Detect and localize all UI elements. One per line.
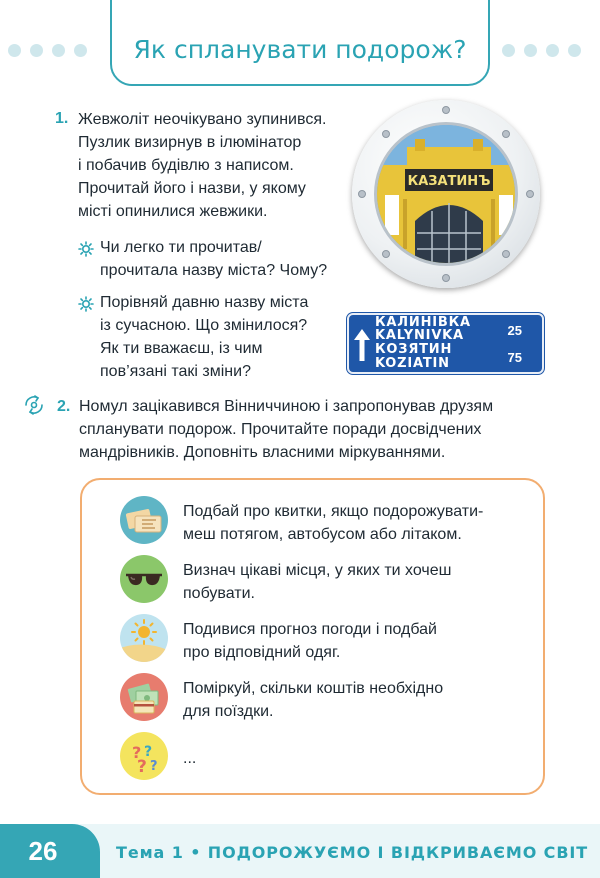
money-icon [120,673,168,721]
sun-bullet-icon [78,241,94,257]
sign-distance-1: 25 [507,323,522,338]
tip-line: для поїздки. [183,703,274,720]
question-1 [100,236,327,282]
task-1-line: Пузлик визирнув в ілюмінатор [78,134,302,151]
road-sign [347,313,544,374]
question-1-line: Чи легко ти прочитав/ [100,239,262,256]
task-1-line: Жевжоліт неочікувано зупинився. [78,111,327,128]
tip-weather [183,618,437,664]
task-1-line: місті опинилися жевжики. [78,203,268,220]
tip-line: про відповідний одяг. [183,644,341,661]
question-2-line: із сучасною. Що змінилося? [100,317,308,334]
page-title: Як спланувати подорож? [133,35,467,64]
page-number-tab [0,824,100,878]
question-1-line: прочитала назву міста? Чому? [100,262,328,279]
task-1-line: Прочитай його і назви, у якому [78,180,306,197]
svg-text:?: ? [150,759,158,774]
task-2-line: Номул зацікавився Вінниччиною і запропонував друзям [79,398,494,415]
question-2 [100,291,308,383]
travel-tips-box [80,478,545,795]
tip-line: Подбай про квитки, якщо подорожувати- [183,503,484,520]
task-1-number: 1. [55,110,69,127]
question-marks-icon [120,732,168,780]
arrow-up-icon [354,329,370,361]
question-2-line: Порівняй давню назву міста [100,294,309,311]
sun-weather-icon [120,614,168,662]
tip-money [183,677,443,723]
task-1-line: і побачив будівлю з написом. [78,157,294,174]
tip-line: Визнач цікаві місця, у яких ти хочеш [183,562,452,579]
tickets-icon [120,496,168,544]
tip-line: Подивися прогноз погоди і подбай [183,621,437,638]
tip-line: меш потягом, автобусом або літаком. [183,526,462,543]
sign-line-1: КАЛИНІВКА [375,315,471,330]
porthole-illustration [352,100,540,288]
sun-bullet-icon [78,296,94,312]
svg-text:?: ? [132,743,142,762]
group-work-icon [22,393,46,417]
tip-line: побувати. [183,585,255,602]
sign-line-2: KALYNIVKA [375,328,464,343]
tip-line: ... [183,750,197,767]
building-sign-text: КАЗАТИНЪ [407,174,491,189]
tip-ellipsis [183,747,196,770]
sign-line-4: KOZIATIN [375,356,450,371]
title-tab [110,0,490,86]
task-1-text [78,108,326,223]
station-building-image [374,122,518,266]
page-number: 26 [28,836,58,866]
tip-tickets [183,500,483,546]
task-2-number: 2. [57,398,71,415]
footer-topic: Тема 1 • ПОДОРОЖУЄМО І ВІДКРИВАЄМО СВІТ [116,843,589,862]
task-2-line: спланувати подорож. Прочитайте поради досвідчених [79,421,482,438]
question-2-line: Як ти вважаєш, із чим [100,340,263,357]
sign-distance-2: 75 [507,350,522,365]
page-footer [0,824,600,878]
sign-line-3: КОЗЯТИН [375,342,453,357]
svg-text:?: ? [144,744,153,760]
svg-text:?: ? [137,757,147,777]
question-2-line: пов’язані такі зміни? [100,363,251,380]
task-2-text [79,395,545,464]
tip-places [183,559,452,605]
task-2-line: мандрівників. Доповніть власними міркуваннями. [79,444,446,461]
sunglasses-icon [120,555,168,603]
tip-line: Поміркуй, скільки коштів необхідно [183,680,444,697]
